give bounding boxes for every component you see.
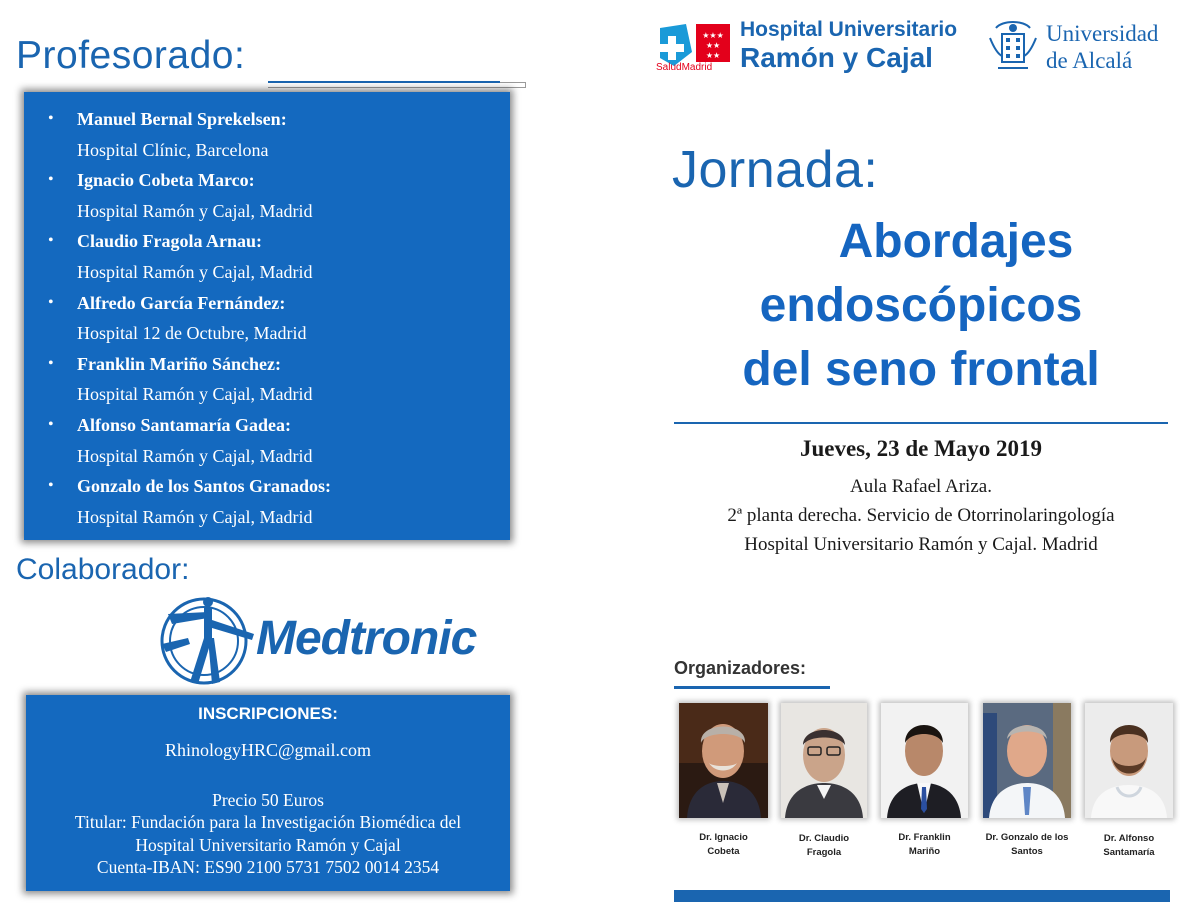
university-crest-icon (988, 18, 1038, 74)
hospital-name (740, 18, 957, 74)
university-name-line1: Universidad (1046, 21, 1159, 46)
professor-name: • Manuel Bernal Sprekelsen: (77, 109, 287, 129)
title-rule (268, 81, 500, 83)
profesorado-title: Profesorado: (16, 34, 246, 77)
event-title-line: endoscópicos (759, 279, 1083, 332)
iban-line: Cuenta-IBAN: ES90 2100 5731 7502 0014 2354 (96, 857, 440, 878)
jornada-label: Jornada: (672, 141, 879, 199)
hospital-name-line2: Ramón y Cajal (740, 42, 933, 73)
medtronic-logo: Medtronic (256, 612, 477, 665)
organizer-caption: Dr. Alfonso Santamaría (1103, 833, 1155, 858)
place-line: Aula Rafael Ariza. (850, 476, 992, 497)
organizer-caption: Dr. Gonzalo de los Santos (985, 832, 1069, 857)
list-item (24, 288, 510, 349)
professor-hospital: Hospital 12 de Octubre, Madrid (77, 323, 307, 344)
organizer-photo (781, 703, 867, 818)
list-item (24, 471, 510, 532)
place-line: 2ª planta derecha. Servicio de Otorrinolaringología (727, 505, 1115, 526)
list-item (24, 104, 510, 165)
salud-madrid-label: SaludMadrid (656, 62, 713, 73)
list-item (24, 165, 510, 226)
university-name-line2: de Alcalá (1046, 48, 1133, 73)
organizer-photo (1085, 703, 1173, 818)
organizer-photo (881, 703, 968, 818)
svg-text:★★: ★★ (705, 41, 721, 50)
svg-text:★★: ★★ (705, 51, 721, 60)
holder-line: Hospital Universitario Ramón y Cajal (135, 834, 401, 855)
inscripciones-details (26, 789, 510, 879)
organizer-caption: Dr. Ignacio Cobeta (699, 832, 748, 857)
professor-hospital: Hospital Clínic, Barcelona (77, 139, 269, 160)
professor-name: • Claudio Fragola Arnau: (77, 231, 263, 252)
professor-hospital: Hospital Ramón y Cajal, Madrid (77, 506, 313, 527)
professor-name: • Alfredo García Fernández: (77, 292, 286, 313)
price-line: Precio 50 Euros (212, 790, 324, 810)
list-item (24, 349, 510, 410)
professor-name: • Ignacio Cobeta Marco: (77, 170, 255, 191)
holder-line: Titular: Fundación para la Investigación Biomédica del (74, 812, 462, 833)
professor-name: • Alfonso Santamaría Gadea: (77, 414, 292, 435)
professor-hospital: Hospital Ramón y Cajal, Madrid (77, 445, 313, 466)
profesorado-box (24, 92, 510, 540)
colaborador-title: Colaborador: (16, 553, 190, 586)
bottom-bar (674, 890, 1170, 902)
professor-name: • Gonzalo de los Santos Granados: (77, 476, 332, 497)
professor-name: • Franklin Mariño Sánchez: (77, 353, 282, 374)
event-title-line: Abordajes (838, 215, 1074, 268)
professor-hospital: Hospital Ramón y Cajal, Madrid (77, 261, 313, 282)
university-name (1046, 20, 1158, 74)
organizer-caption: Dr. Claudio Fragola (798, 833, 850, 858)
hospital-name-line1: Hospital Universitario (740, 18, 958, 41)
organizadores-title: Organizadores: (674, 658, 807, 678)
place-line: Hospital Universitario Ramón y Cajal. Madrid (744, 534, 1098, 555)
event-date: Jueves, 23 de Mayo 2019 (799, 436, 1043, 461)
profesorado-list (24, 92, 510, 532)
list-item (24, 226, 510, 287)
organizer-photo (679, 703, 768, 818)
organizer-caption: Dr. Franklin Mariño (898, 832, 951, 857)
event-title-line: del seno frontal (742, 343, 1100, 396)
professor-hospital: Hospital Ramón y Cajal, Madrid (77, 200, 313, 221)
list-item (24, 410, 510, 471)
inscripciones-title: INSCRIPCIONES: (198, 704, 338, 723)
inscripciones-email[interactable]: RhinologyHRC@gmail.com (164, 740, 372, 760)
title-divider (674, 422, 1168, 424)
inscripciones-box (26, 695, 510, 891)
event-place (672, 472, 1170, 559)
professor-hospital: Hospital Ramón y Cajal, Madrid (77, 384, 313, 405)
organizer-photo (983, 703, 1071, 818)
svg-text:★★★: ★★★ (702, 31, 724, 40)
event-title (672, 210, 1170, 402)
organizadores-rule (674, 686, 830, 689)
